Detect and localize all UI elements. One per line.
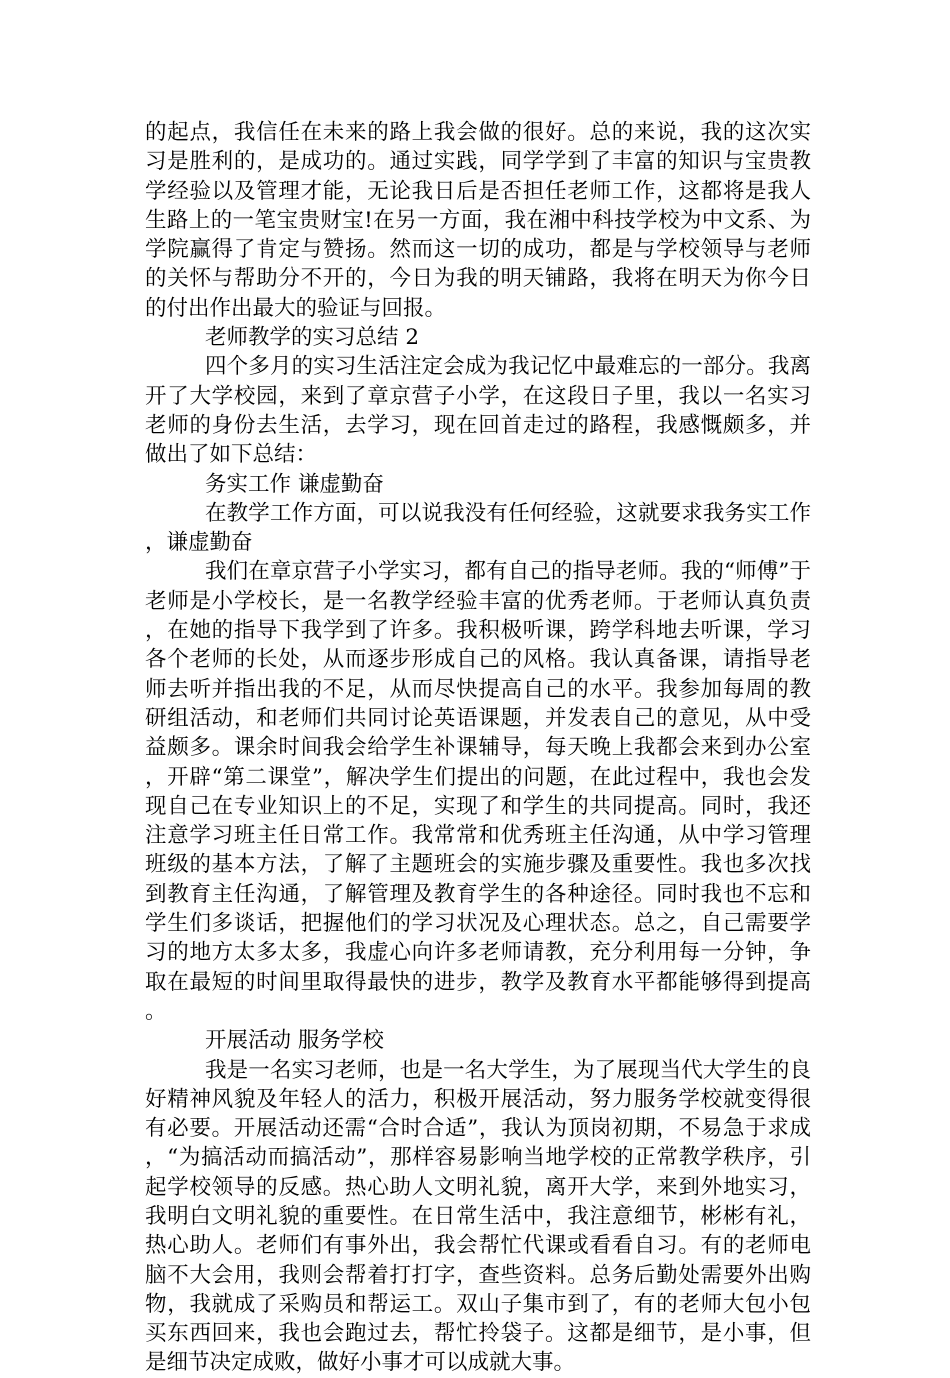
paragraph-work-summary: 在教学工作方面，可以说我没有任何经验，这就要求我务实工作，谦虚勤奋 bbox=[145, 500, 811, 556]
paragraph-conclusion: 的起点，我信任在未来的路上我会做的很好。总的来说，我的这次实习是胜利的，是成功的。通过实践，同学学到了丰富的知识与宝贵教学经验以及管理才能，无论我日后是否担任老师工作，这都将是我人生路上的一笔宝贵财宝!在另一方面，我在湘中科技学校为中文系、为学院赢得了肯定与赞扬。然而这一切的成功，都是与学校领导与老师的关怀与帮助分不开的，今日为我的明天铺路，我将在明天为你今日的付出作出最大的验证与回报。 bbox=[145, 120, 811, 321]
document-page bbox=[145, 118, 811, 1378]
section-title: 老师教学的实习总结 2 bbox=[205, 325, 420, 351]
subheading-work: 务实工作 谦虚勤奋 bbox=[205, 471, 384, 497]
paragraph-work-detail: 我们在章京营子小学实习，都有自己的指导老师。我的“师傅”于老师是小学校长，是一名教学经验丰富的优秀老师。于老师认真负责，在她的指导下我学到了许多。我积极听课，跨学科地去听课，学习各个老师的长处，从而逐步形成自己的风格。我认真备课，请指导老师去听并指出我的不足，从而尽快提高自己的水平。我参加每周的教研组活动，和老师们共同讨论英语课题，并发表自己的意见，从中受益颇多。课余时间我会给学生补课辅导，每天晚上我都会来到办公室，开辟“第二课堂”，解决学生们提出的问题，在此过程中，我也会发现自己在专业知识上的不足，实现了和学生的共同提高。同时，我还注意学习班主任日常工作。我常常和优秀班主任沟通，从中学习管理班级的基本方法，了解了主题班会的实施步骤及重要性。我也多次找到教育主任沟通，了解管理及教育学生的各种途径。同时我也不忘和学生们多谈话，把握他们的学习状况及心理状态。总之，自己需要学习的地方太多太多，我虚心向许多老师请教，充分利用每一分钟，争取在最短的时间里取得最快的进步，教学及教育水平都能够得到提高。 bbox=[145, 559, 811, 1024]
paragraph-activities: 我是一名实习老师，也是一名大学生，为了展现当代大学生的良好精神风貌及年轻人的活力，积极开展活动，努力服务学校就变得很有必要。开展活动还需“合时合适”，我认为顶岗初期，不易急于求成，“为搞活动而搞活动”，那样容易影响当地学校的正常教学秩序，引起学校领导的反感。热心助人文明礼貌，离开大学，来到外地实习，我明白文明礼貌的重要性。在日常生活中，我注意细节，彬彬有礼，热心助人。老师们有事外出，我会帮忙代课或看看自习。有的老师电脑不大会用，我则会帮着打打字，查些资料。总务后勤处需要外出购物，我就成了采购员和帮运工。双山子集市到了，有的老师大包小包买东西回来，我也会跑过去，帮忙拎袋子。这都是细节，是小事，但是细节决定成败，做好小事才可以成就大事。 bbox=[145, 1057, 811, 1376]
subheading-activities: 开展活动 服务学校 bbox=[205, 1028, 384, 1054]
paragraph-intro: 四个多月的实习生活注定会成为我记忆中最难忘的一部分。我离开了大学校园，来到了章京营子小学，在这段日子里，我以一名实习老师的身份去生活，去学习，现在回首走过的路程，我感慨颇多，并做出了如下总结： bbox=[145, 354, 811, 468]
